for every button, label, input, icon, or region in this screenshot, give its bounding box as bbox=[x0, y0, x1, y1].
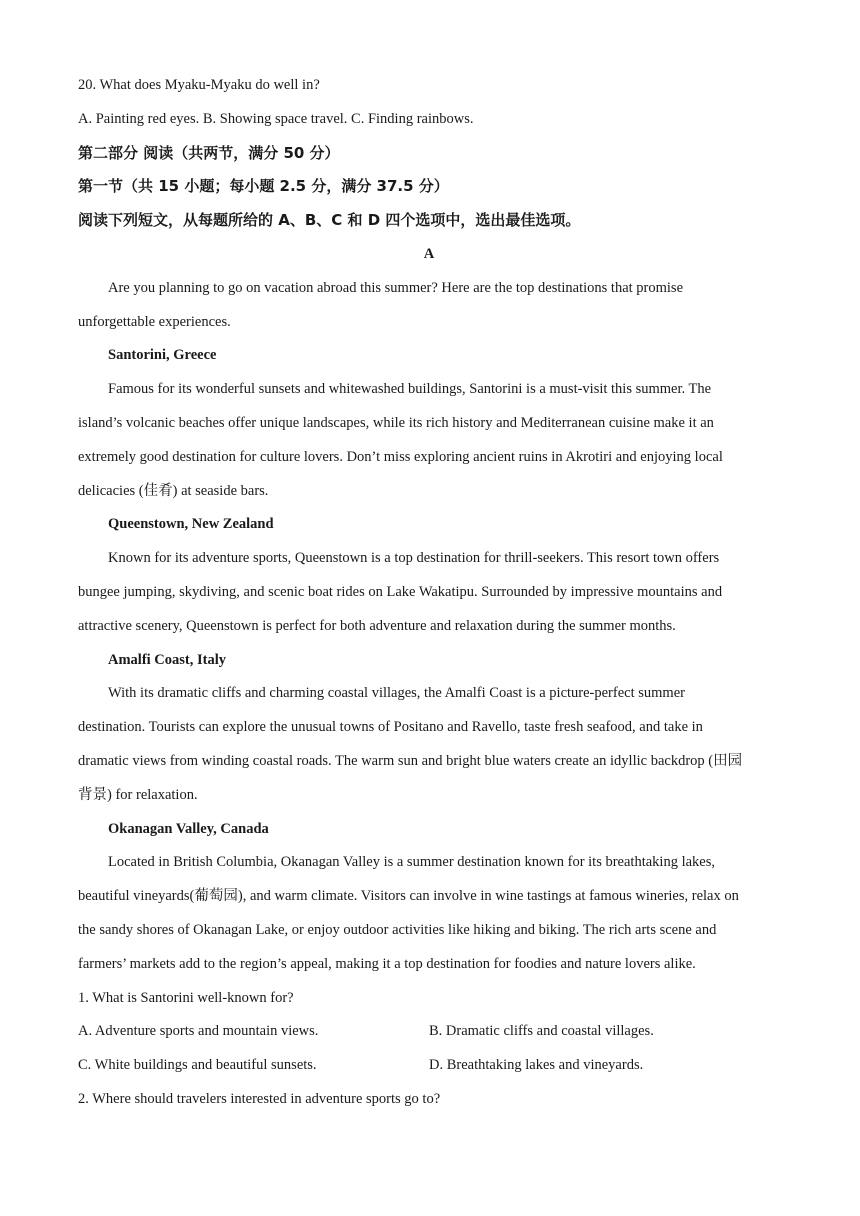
paragraph-line: extremely good destination for culture lovers. Don’t miss exploring ancient ruins in Akrotiri and enjoying local bbox=[78, 448, 723, 465]
option-c: C. White buildings and beautiful sunsets. bbox=[78, 1057, 317, 1074]
destination-heading-santorini: Santorini, Greece bbox=[108, 347, 217, 364]
passage-intro-line: unforgettable experiences. bbox=[78, 313, 231, 330]
paragraph-line: Known for its adventure sports, Queenstown is a top destination for thrill-seekers. This resort town offers bbox=[108, 550, 720, 567]
question-2-stem: 2. Where should travelers interested in adventure sports go to? bbox=[78, 1090, 441, 1107]
part-two-heading: 第二部分 阅读（共两节，满分 50 分） bbox=[78, 143, 340, 162]
destination-heading-amalfi: Amalfi Coast, Italy bbox=[108, 651, 227, 668]
question-20-stem: 20. What does Myaku-Myaku do well in? bbox=[78, 77, 320, 93]
option-a: A. Adventure sports and mountain views. bbox=[78, 1023, 319, 1040]
instructions-heading: 阅读下列短文，从每题所给的 A、B、C 和 D 四个选项中，选出最佳选项。 bbox=[78, 211, 581, 230]
destination-heading-okanagan: Okanagan Valley, Canada bbox=[108, 820, 269, 837]
paragraph-line: 背景) for relaxation. bbox=[78, 786, 198, 803]
paragraph-line: delicacies (佳肴) at seaside bars. bbox=[78, 482, 269, 499]
exam-page bbox=[78, 69, 780, 1117]
question-1-stem: 1. What is Santorini well-known for? bbox=[78, 989, 294, 1006]
paragraph-line: beautiful vineyards(葡萄园), and warm climate. Visitors can involve in wine tastings at famous wineries, relax on bbox=[78, 888, 739, 905]
paragraph-line: attractive scenery, Queenstown is perfect for both adventure and relaxation during the summer months. bbox=[78, 617, 676, 634]
option-b: B. Dramatic cliffs and coastal villages. bbox=[429, 1023, 654, 1040]
question-1-options-row bbox=[78, 1015, 780, 1049]
option-d: D. Breathtaking lakes and vineyards. bbox=[429, 1057, 644, 1074]
paragraph-line: dramatic views from winding coastal roads. The warm sun and bright blue waters create an idyllic backdrop (田园 bbox=[78, 752, 743, 769]
paragraph-line: farmers’ markets add to the region’s appeal, making it a top destination for foodies and nature lovers alike. bbox=[78, 955, 696, 972]
destination-heading-queenstown: Queenstown, New Zealand bbox=[108, 516, 274, 533]
question-20-options: A. Painting red eyes. B. Showing space travel. C. Finding rainbows. bbox=[78, 110, 474, 127]
passage-intro-line: Are you planning to go on vacation abroad this summer? Here are the top destinations that promise bbox=[108, 279, 684, 296]
passage-label: A bbox=[423, 245, 435, 262]
paragraph-line: bungee jumping, skydiving, and scenic boat rides on Lake Wakatipu. Surrounded by impressive mountains and bbox=[78, 583, 723, 600]
paragraph-line: With its dramatic cliffs and charming coastal villages, the Amalfi Coast is a picture-perfect summer bbox=[108, 685, 685, 702]
paragraph-line: destination. Tourists can explore the unusual towns of Positano and Ravello, taste fresh seafood, and take in bbox=[78, 719, 703, 736]
paragraph-line: island’s volcanic beaches offer unique landscapes, while its rich history and Mediterranean cuisine make it an bbox=[78, 414, 714, 431]
paragraph-line: the sandy shores of Okanagan Lake, or enjoy outdoor activities like hiking and biking. The rich arts scene and bbox=[78, 921, 717, 938]
section-one-heading: 第一节（共 15 小题；每小题 2.5 分，满分 37.5 分） bbox=[78, 177, 449, 196]
question-1-options-row bbox=[78, 1049, 780, 1083]
paragraph-line: Located in British Columbia, Okanagan Valley is a summer destination known for its breathtaking lakes, bbox=[108, 854, 715, 871]
paragraph-line: Famous for its wonderful sunsets and whitewashed buildings, Santorini is a must-visit this summer. The bbox=[108, 381, 712, 398]
